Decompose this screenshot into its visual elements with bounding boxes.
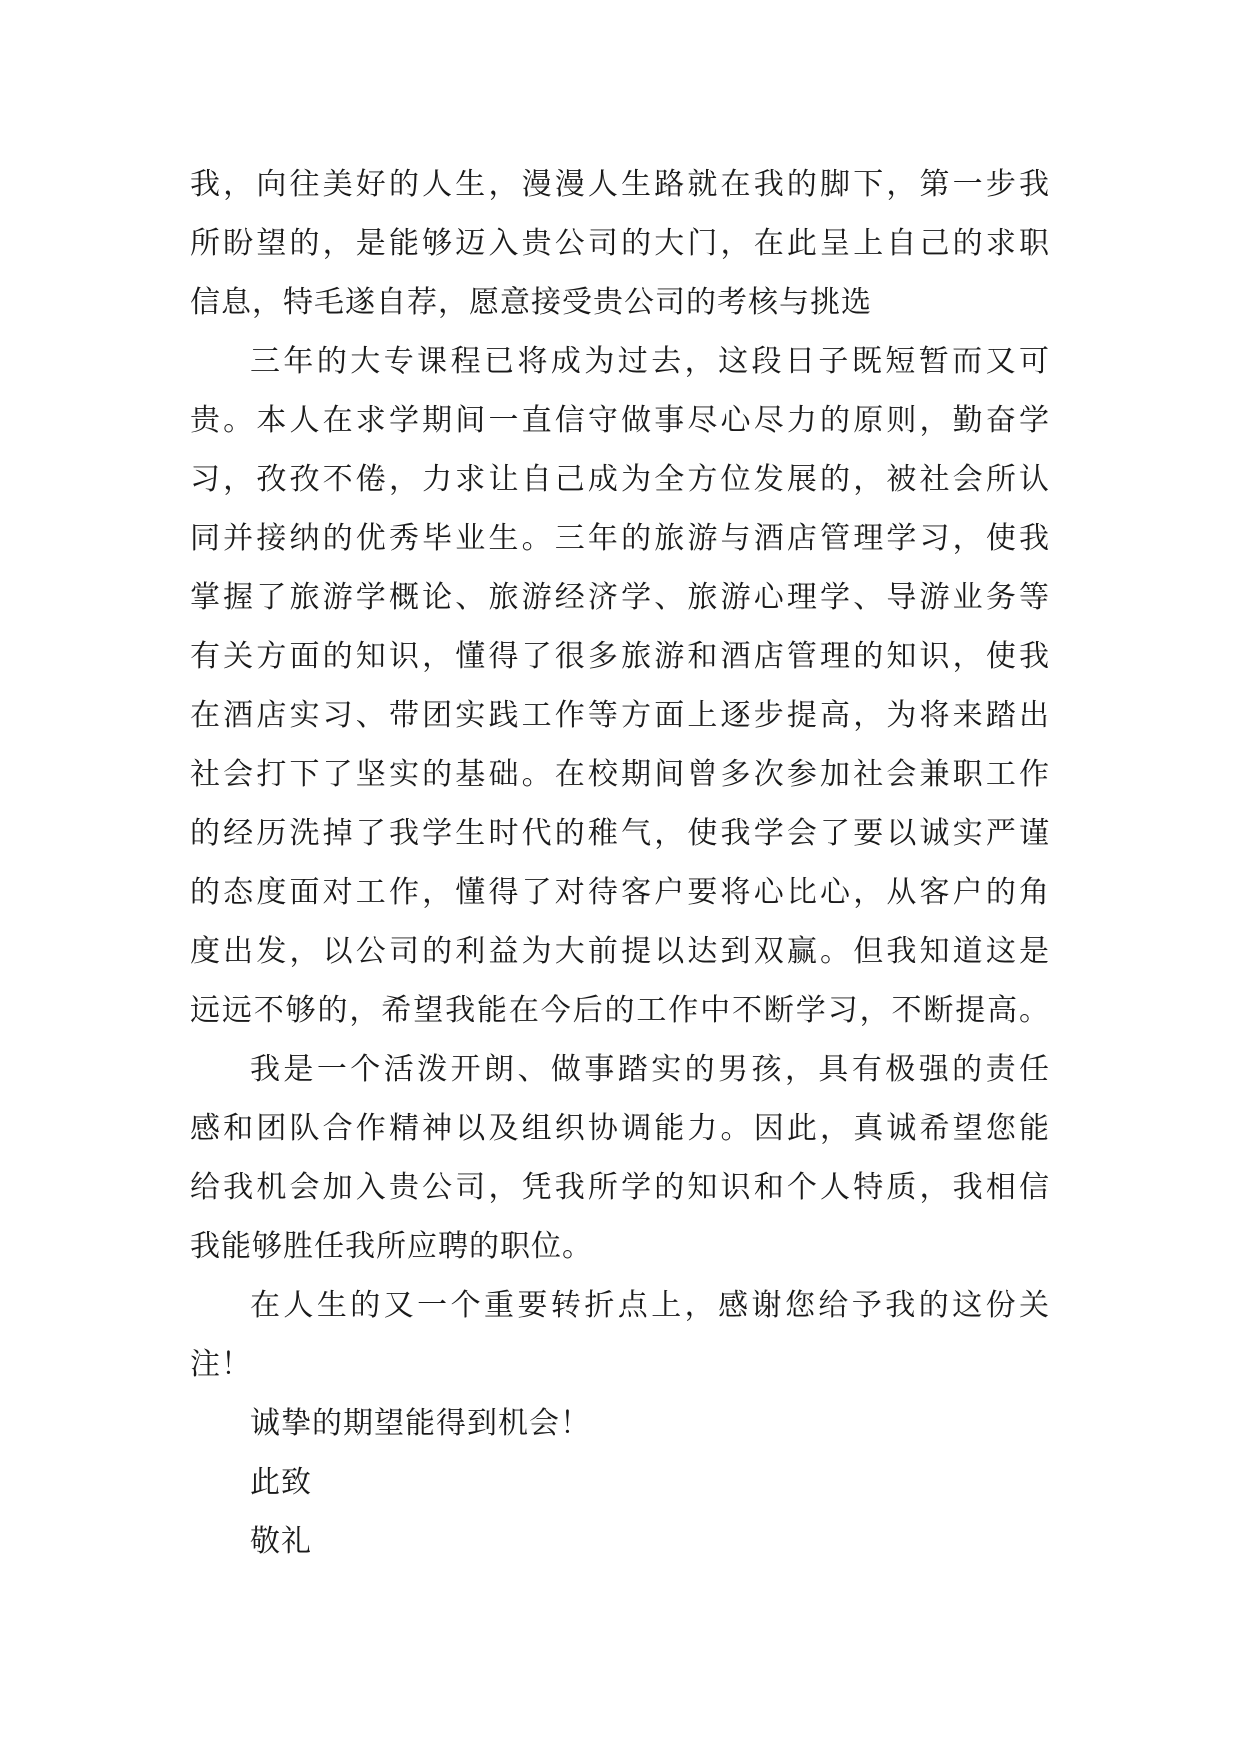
text-line: 所盼望的，是能够迈入贵公司的大门，在此呈上自己的求职 bbox=[190, 226, 1050, 261]
closing-line: 此致 bbox=[250, 1465, 312, 1500]
text-line: 三年的大专课程已将成为过去，这段日子既短暂而又可 bbox=[250, 344, 1050, 379]
text-line: 度出发，以公司的利益为大前提以达到双赢。但我知道这是 bbox=[190, 934, 1050, 969]
text-line: 贵。本人在求学期间一直信守做事尽心尽力的原则，勤奋学 bbox=[190, 403, 1050, 438]
text-line: 我是一个活泼开朗、做事踏实的男孩，具有极强的责任 bbox=[250, 1052, 1050, 1087]
text-line: 给我机会加入贵公司，凭我所学的知识和个人特质，我相信 bbox=[190, 1170, 1050, 1205]
text-line: 同并接纳的优秀毕业生。三年的旅游与酒店管理学习，使我 bbox=[190, 521, 1050, 556]
text-line: 信息，特毛遂自荐，愿意接受贵公司的考核与挑选 bbox=[190, 285, 872, 320]
text-line: 我能够胜任我所应聘的职位。 bbox=[190, 1229, 593, 1264]
text-line: 在人生的又一个重要转折点上，感谢您给予我的这份关 bbox=[250, 1288, 1050, 1323]
text-line: 有关方面的知识，懂得了很多旅游和酒店管理的知识，使我 bbox=[190, 639, 1050, 674]
text-line: 的态度面对工作，懂得了对待客户要将心比心，从客户的角 bbox=[190, 875, 1050, 910]
text-line: 我，向往美好的人生，漫漫人生路就在我的脚下，第一步我 bbox=[190, 167, 1050, 202]
text-line: 注！ bbox=[190, 1347, 252, 1382]
text-line: 远远不够的，希望我能在今后的工作中不断学习，不断提高。 bbox=[190, 993, 1050, 1028]
closing-line: 敬礼 bbox=[250, 1524, 312, 1559]
text-line: 习，孜孜不倦，力求让自己成为全方位发展的，被社会所认 bbox=[190, 462, 1050, 497]
letter-body bbox=[190, 155, 1050, 1571]
text-line: 掌握了旅游学概论、旅游经济学、旅游心理学、导游业务等 bbox=[190, 580, 1050, 615]
text-line: 的经历洗掉了我学生时代的稚气，使我学会了要以诚实严谨 bbox=[190, 816, 1050, 851]
text-line: 诚挚的期望能得到机会！ bbox=[250, 1406, 591, 1441]
text-line: 社会打下了坚实的基础。在校期间曾多次参加社会兼职工作 bbox=[190, 757, 1050, 792]
text-line: 在酒店实习、带团实践工作等方面上逐步提高，为将来踏出 bbox=[190, 698, 1050, 733]
text-line: 感和团队合作精神以及组织协调能力。因此，真诚希望您能 bbox=[190, 1111, 1050, 1146]
